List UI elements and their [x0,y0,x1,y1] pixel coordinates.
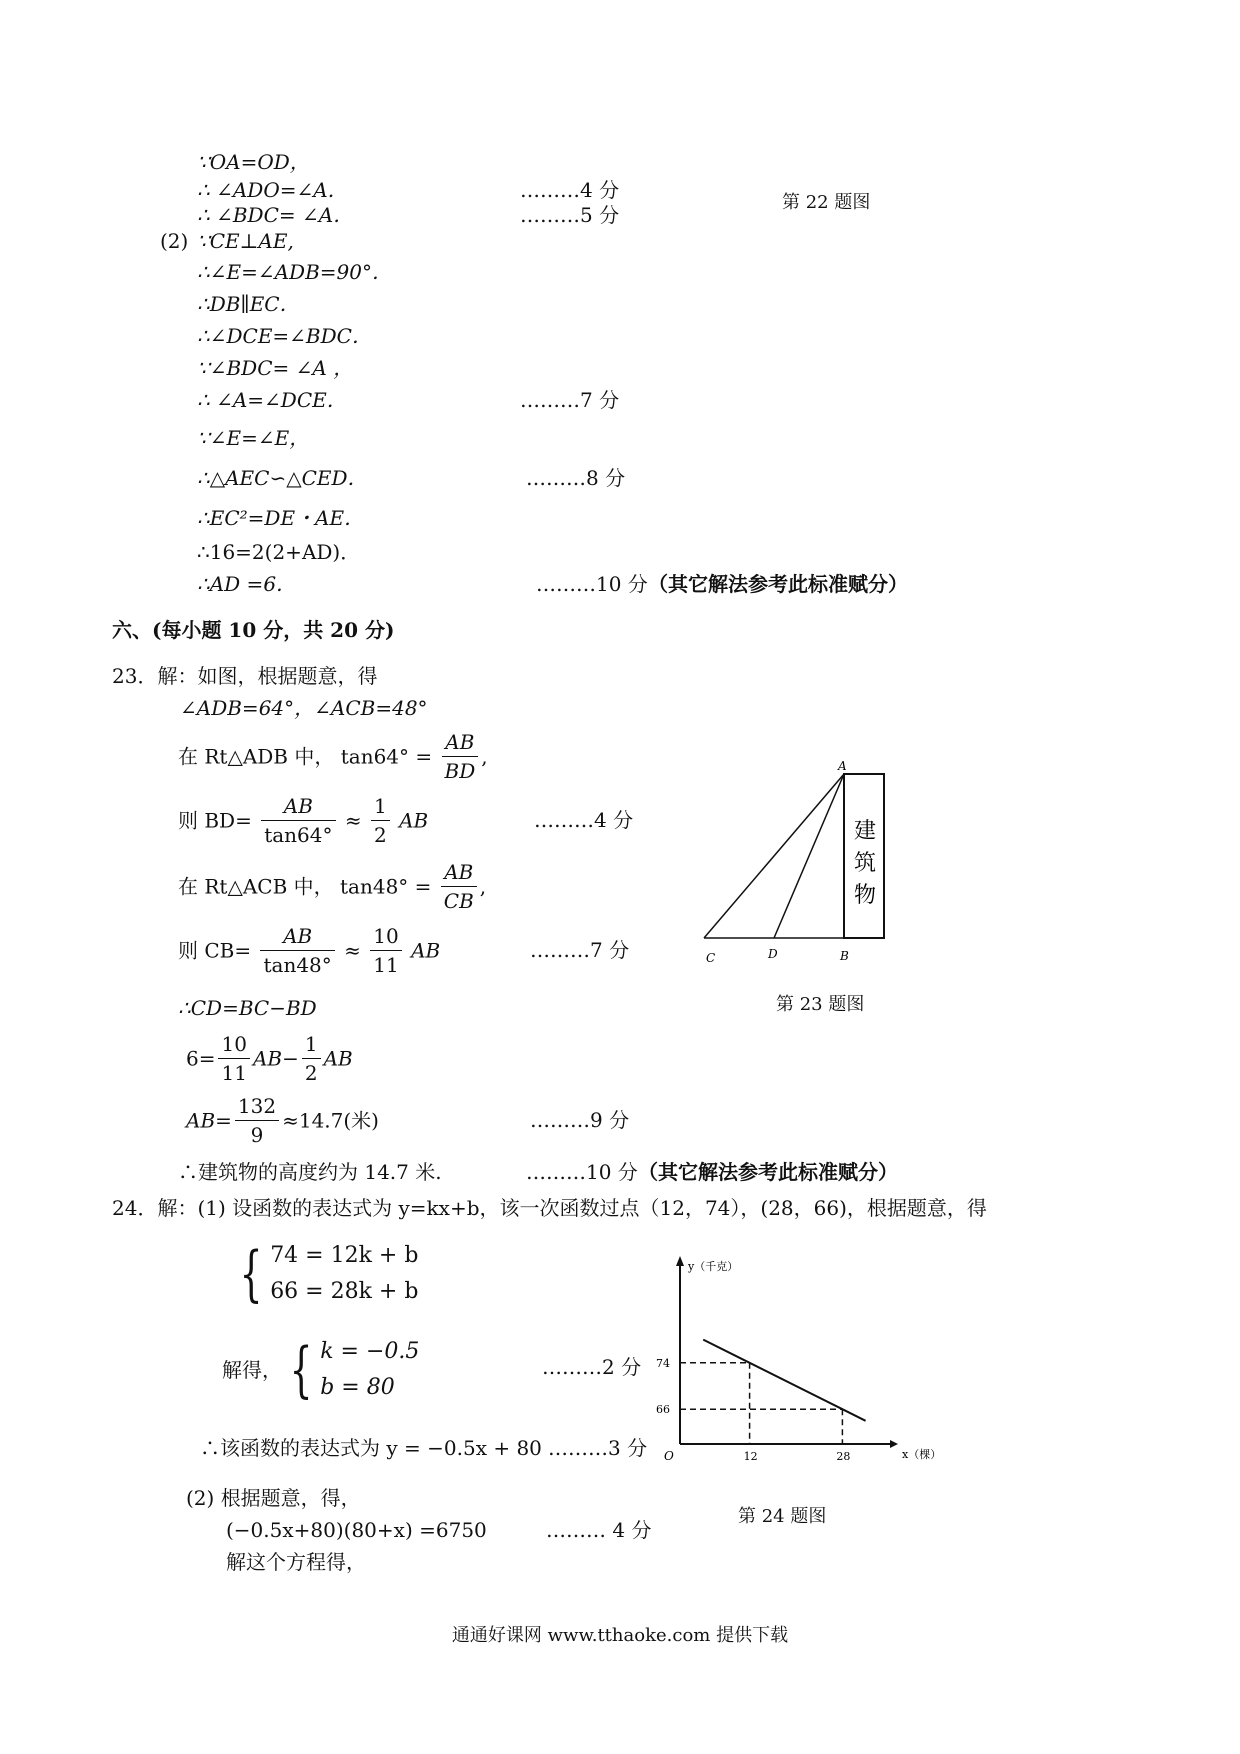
q23-cb-ratio-den: 11 [373,953,399,977]
fig24-y-label: y（千克） [688,1260,739,1273]
q24-sys2-eq2: b = 80 [320,1375,395,1400]
q23-cd-line: ∴CD=BC−BD [178,996,317,1020]
fig24-origin: O [664,1449,674,1463]
part2-line-10: ∴16=2(2+AD)． [197,540,361,564]
q23-cb-prefix: 则 CB= [178,938,252,963]
fig22-caption: 第 22 题图 [782,192,871,213]
fig23-label-D: D [768,947,778,961]
q23-bd-den: tan64° [264,823,333,847]
q23-cb-ratio-num: 10 [370,922,401,951]
q23-ab [186,1092,379,1149]
part2-line-2: ∴∠E=∠ADB=90°． [197,260,392,284]
q23-eq6-f2-den: 2 [304,1061,318,1085]
fig24-y-tick-label: 66 [656,1403,670,1417]
part2-line-8: ∴△AEC∽△CED． [197,466,368,490]
q24-expr: ∴该函数的表达式为 y = −0.5x + 80 [200,1436,542,1460]
fig23-building-text-1: 建 [854,819,877,844]
fig23-line-AD [774,774,844,938]
part2-line-6: ∴ ∠A=∠DCE． [197,388,347,412]
q23-cb-approx: ≈ [344,938,361,963]
q23-cb-num: AB [260,922,334,951]
fig23-caption: 第 23 题图 [776,994,865,1015]
score-4: ………4 分 [520,178,620,202]
score-7: ………7 分 [520,388,620,412]
part2-line-1: ∵CE⊥AE, [197,229,294,253]
q23-rt2-den: CB [443,889,474,913]
fig23-label-A: A [838,759,847,773]
q23-ab-den: 9 [250,1123,264,1147]
fig24-x-tick-label: 12 [743,1450,758,1463]
fig24-x-arrow [890,1440,898,1448]
q23-eq6-mid: AB− [252,1046,299,1071]
q23-eq6-f2-num: 1 [302,1030,321,1059]
q23-rt1-num: AB [442,728,479,757]
proof-line-2: ∴ ∠ADO=∠A． [197,178,348,202]
q23-rt1-tan: tan64° = [340,744,433,769]
fig23-label-C: C [706,951,716,965]
part2-line-7: ∵∠E=∠E， [197,426,310,450]
q23-rt2-num: AB [441,858,477,887]
part2-line-5: ∵∠BDC= ∠A ， [197,356,354,380]
q23-bd-half-den: 2 [374,823,387,847]
part2-line-9: ∴EC²=DE・AE． [197,506,365,530]
q24-sys1-eq2: 66 = 28k + b [270,1279,419,1304]
part2-label: (2) [160,229,189,253]
q23-eq6-f1-den: 11 [221,1061,247,1085]
q23-conclusion: ∴建筑物的高度约为 14.7 米. [178,1160,442,1184]
q23-ab-suffix: ≈14.7(米) [282,1108,379,1133]
part2-line-11: ∴AD =6． [197,572,297,596]
q23-rt2: 在 Rt△ACB 中， tan48° = $\frac{AB}{CB}$ , [178,860,487,913]
q24-sys2-eq1: k = −0.5 [320,1339,420,1364]
q23-cb-den: tan48° [263,953,332,977]
score-q23-9: ………9 分 [530,1108,630,1132]
score-q23-10: ………10 分 [526,1160,638,1184]
fig24-x-tick-label: 28 [836,1450,851,1463]
q23-bd-num: AB [261,792,335,821]
q24-part2-intro: (2) 根据题意，得， [186,1486,361,1510]
scoring-note-1: （其它解法参考此标准赋分） [648,572,908,596]
score-5: ………5 分 [520,203,620,227]
q23-rt2-tan: tan48° = [340,874,432,899]
q23-bd-suffix: AB [399,808,429,833]
fig23-building-text-2: 筑 [854,851,877,876]
proof-line-1: ∵OA=OD， [197,150,310,174]
fig24-chart [640,1250,960,1470]
fig24-x-label: x（棵） [902,1448,942,1461]
q23-intro: 23．解：如图，根据题意，得 [112,664,378,688]
part2-line-4: ∴∠DCE=∠BDC． [197,324,372,348]
q23-rt1-prefix: 在 Rt△ADB 中， [178,744,335,769]
fig24-y-arrow [676,1256,684,1266]
q23-ab-num: 132 [235,1092,279,1121]
q23-eq6-f1-num: 10 [218,1030,249,1059]
score-q24-4: ……… 4 分 [546,1518,652,1542]
q23-ab-prefix: AB= [186,1108,232,1133]
fig23-building-text-3: 物 [854,883,877,908]
q23-cb [178,922,440,979]
section-heading: 六、(每小题 10 分，共 20 分) [112,618,395,642]
score-q24-2: ………2 分 [542,1355,642,1379]
score-q23-7: ………7 分 [530,938,630,962]
q23-rt2-prefix: 在 Rt△ACB 中， [178,874,334,899]
q23-eq6 [186,1030,353,1087]
score-q23-4: ………4 分 [534,808,634,832]
q24-system-2: 解得， { k = −0.5 b = 80 [222,1335,420,1405]
q24-system-1: { 74 = 12k + b 66 = 28k + b [239,1239,419,1309]
q23-bd-approx: ≈ [344,808,362,833]
page-footer: 通通好课网 www.tthaoke.com 提供下载 [451,1625,789,1646]
q24-part2-eq: (−0.5x+80)(80+x) =6750 [226,1518,487,1542]
q23-rt1-den: BD [444,759,476,783]
q23-bd-prefix: 则 BD= [178,808,252,833]
q23-angles: ∠ADB=64°，∠ACB=48° [180,696,428,720]
score-8: ………8 分 [526,466,626,490]
score-10a: ………10 分 [536,572,648,596]
q23-bd-half-num: 1 [371,792,390,821]
q23-eq6-suffix: AB [323,1046,353,1071]
q24-sys1-eq1: 74 = 12k + b [270,1243,419,1268]
q23-bd [178,792,428,849]
q23-eq6-prefix: 6= [186,1046,216,1071]
q23-rt1: 在 Rt△ADB 中， tan64° = $\frac{AB}{BD}$ , [178,730,488,783]
part2-line-3: ∴DB∥EC． [197,292,300,316]
proof-line-3: ∴ ∠BDC= ∠A． [197,203,354,227]
fig24-y-tick-label: 74 [656,1356,670,1370]
fig23-line-AC [704,774,844,938]
fig23-label-B: B [840,949,849,963]
q24-intro: 24．解：(1) 设函数的表达式为 y=kx+b，该一次函数过点（12，74），(28，66)，根据题意，得 [112,1196,987,1220]
fig23-diagram [690,750,920,980]
fig24-caption: 第 24 题图 [738,1506,827,1527]
score-q24-3: ………3 分 [548,1436,648,1460]
q24-solve-prefix: 解得， [222,1358,282,1382]
q23-cb-suffix: AB [411,938,441,963]
scoring-note-2: （其它解法参考此标准赋分） [638,1160,898,1184]
q24-part2-solve: 解这个方程得， [226,1550,366,1574]
